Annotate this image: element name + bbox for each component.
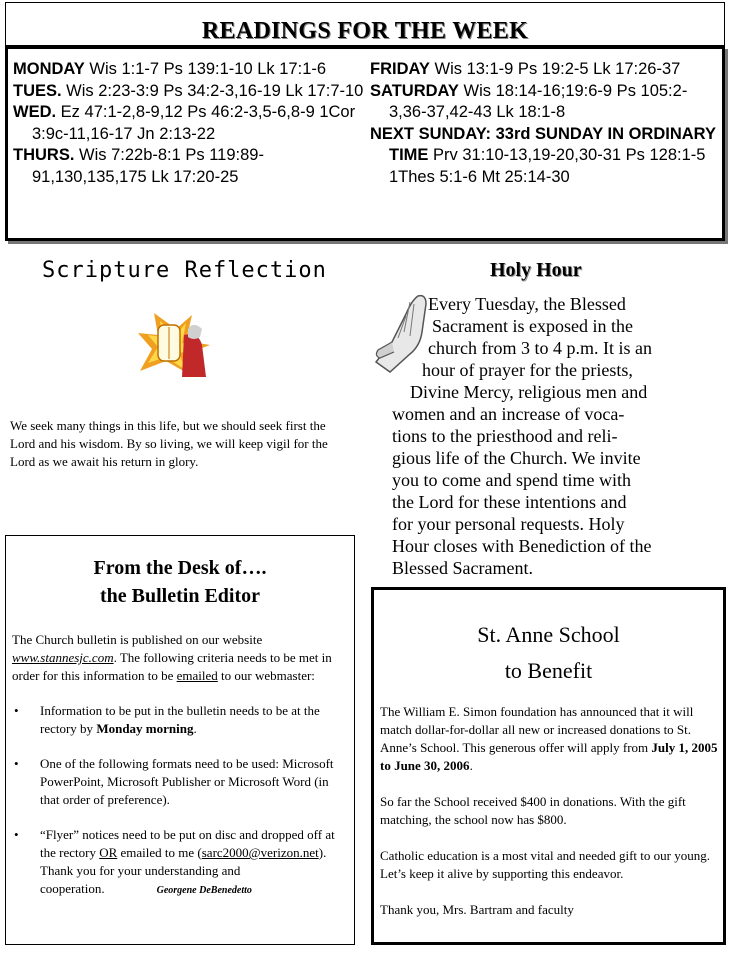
holy-hour-line: the Lord for these intentions and — [392, 492, 627, 512]
desk-title-line2: the Bulletin Editor — [99, 585, 260, 607]
holy-hour-line: Hour closes with Benediction of the — [392, 536, 652, 556]
school-title-line1: St. Anne School — [477, 622, 620, 647]
reading-text: Ez 47:1-2,8-9,12 Ps 46:2-3,5-6,8-9 1Cor 3:9c-11,16-17 Jn 2:13-22 — [32, 103, 356, 143]
list-item — [12, 702, 348, 738]
reading-entry-next-sunday — [370, 124, 722, 189]
holy-hour-line: you to come and spend time with — [392, 470, 631, 490]
holy-hour-line: for your personal requests. Holy — [392, 514, 625, 534]
reading-entry-saturday — [370, 81, 722, 124]
reading-entry-tuesday — [13, 81, 368, 103]
desk-title — [6, 554, 354, 610]
reading-day: NEXT SUNDAY: 33rd SUNDAY IN ORDINARY TIME — [370, 124, 716, 164]
email-link[interactable]: sarc2000@verizon.net — [201, 845, 319, 860]
holy-hour-title: Holy Hour — [490, 259, 582, 281]
editor-signature: Georgene DeBenedetto — [156, 885, 252, 896]
school-para-text: . — [469, 758, 473, 773]
emailed-word: emailed — [176, 668, 218, 683]
title-box — [5, 2, 725, 46]
readings-box — [5, 46, 725, 241]
holy-hour-line: tions to the priesthood and reli- — [392, 426, 618, 446]
school-title — [374, 617, 723, 689]
bullet-bold-text: Monday morning — [96, 721, 194, 736]
website-link[interactable]: www.stannesjc.com — [12, 650, 114, 665]
holy-hour-line: Blessed Sacrament. — [392, 558, 533, 578]
reading-text: Wis 13:1-9 Ps 19:2-5 Lk 17:26-37 — [429, 60, 681, 78]
desk-intro-text: The Church bulletin is published on our website — [12, 632, 263, 647]
reflection-title: Scripture Reflection — [42, 258, 327, 283]
desk-thanks: Thank you for your understanding and cooperation. — [40, 863, 241, 896]
reading-text: Wis 18:14-16;19:6-9 Ps 105:2-3,36-37,42-43 Lk 18:1-8 — [389, 81, 688, 121]
desk-title-line1: From the Desk of…. — [93, 557, 267, 579]
reading-day: FRIDAY — [370, 60, 430, 78]
school-date-range: July 1, 2005 to June 30, 2006 — [380, 740, 718, 773]
holy-hour-line: hour of prayer for the priests, — [422, 360, 633, 380]
bullet-text: One of the following formats need to be used: Microsoft PowerPoint, Microsoft Publisher or Microsoft Word (in that order of preference). — [40, 756, 334, 807]
reading-day: TUES. — [13, 81, 62, 100]
bullet-text: Information to be put in the bulletin needs to be at the rectory by — [40, 703, 320, 736]
readings-right-column — [370, 59, 722, 188]
desk-intro-text: . The following criteria needs to be met in order for this information to be — [12, 650, 332, 683]
desk-box — [5, 535, 355, 945]
reflection-text: We seek many things in this life, but we should seek first the Lord and his wisdom. By so living, we will keep vigil for the Lord as we await his return in glory. — [10, 418, 328, 469]
bullet-text: . — [193, 721, 197, 736]
reading-text: Wis 2:23-3:9 Ps 34:2-3,16-19 Lk 17:7-10 — [61, 81, 364, 100]
bullet-marker: • — [14, 756, 19, 771]
reading-entry-friday — [370, 59, 722, 81]
bullet-text: emailed to me ( — [117, 845, 202, 860]
holy-hour-line: Divine Mercy, religious men and — [410, 382, 648, 402]
desk-body — [12, 631, 348, 917]
holy-hour-line: women and an increase of voca- — [392, 404, 625, 424]
school-para-text: The William E. Simon foundation has announced that it will match dollar-for-dollar all new or increased donations to St. Anne’s School. This generous offer will apply from — [380, 704, 694, 755]
holy-hour-line: Sacrament is exposed in the — [432, 316, 633, 336]
reading-day: THURS. — [13, 146, 75, 164]
reading-day: MONDAY — [13, 60, 85, 78]
list-item — [12, 826, 348, 900]
school-para — [380, 703, 718, 775]
school-para: So far the School received $400 in donations. With the gift matching, the school now has $800. — [380, 794, 686, 827]
school-box — [371, 587, 726, 945]
reading-entry-monday — [13, 59, 368, 81]
reading-entry-thursday — [13, 145, 368, 188]
reading-entry-wednesday — [13, 102, 368, 145]
reading-day: SATURDAY — [370, 81, 459, 100]
desk-intro — [12, 631, 348, 685]
bullet-text: “Flyer” notices need to be put on disc and dropped off at the rectory — [40, 827, 335, 860]
holy-hour-line: Every Tuesday, the Blessed — [428, 294, 626, 314]
list-item — [12, 755, 348, 809]
school-para: Catholic education is a most vital and needed gift to our young. Let’s keep it alive by supporting this endeavor. — [380, 848, 710, 881]
desk-intro-text: to our webmaster: — [217, 668, 315, 683]
reading-day: WED. — [13, 103, 57, 121]
school-body — [380, 703, 718, 937]
school-thanks: Thank you, Mrs. Bartram and faculty — [380, 902, 574, 917]
holy-hour-line: gious life of the Church. We invite — [392, 448, 641, 468]
moses-tablets-icon — [136, 311, 216, 379]
bullet-marker: • — [14, 703, 19, 718]
reading-text: Wis 1:1-7 Ps 139:1-10 Lk 17:1-6 — [84, 60, 327, 78]
page-title: READINGS FOR THE WEEK — [201, 18, 529, 44]
reading-text: Prv 31:10-13,19-20,30-31 Ps 128:1-5 1Thes 5:1-6 Mt 25:14-30 — [389, 146, 706, 186]
reading-text: Wis 7:22b-8:1 Ps 119:89-91,130,135,175 Lk 17:20-25 — [32, 146, 264, 186]
or-word: OR — [99, 845, 118, 860]
bullet-marker: • — [14, 827, 19, 842]
readings-left-column — [13, 59, 368, 188]
bullet-text: ). — [318, 845, 327, 860]
school-title-line2: to Benefit — [504, 658, 593, 683]
holy-hour-line: church from 3 to 4 p.m. It is an — [428, 338, 652, 358]
